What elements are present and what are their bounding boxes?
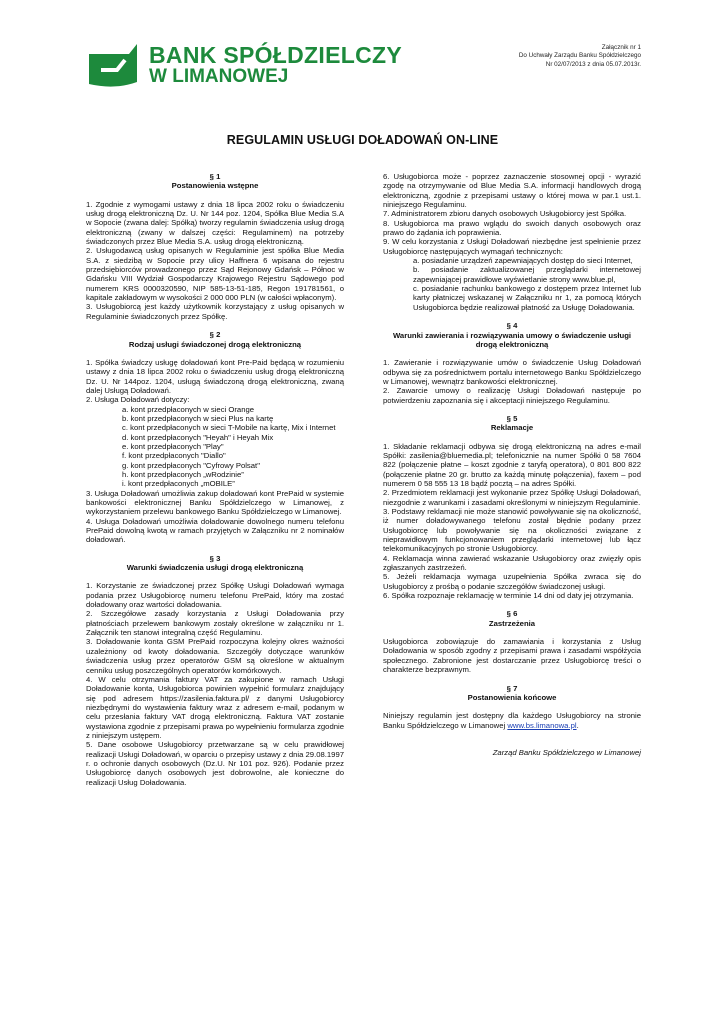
signature: Zarząd Banku Spółdzielczego w Limanowej	[492, 747, 641, 757]
paragraph: 3. Usługobiorcą jest każdy użytkownik korzystający z usług opisanych w Regulaminie świadczonych przez Spółkę.	[86, 302, 344, 321]
section-number: § 2	[209, 330, 221, 340]
section-title: Warunki świadczenia usługi drogą elektroniczną	[126, 563, 304, 573]
list-item: h. kont przedpłaconych „wRodzinie”	[122, 469, 244, 479]
list-item: i. kont przedpłaconych „mOBILE”	[122, 479, 235, 489]
paragraph: 2. Usługa Doładowań dotyczy:	[86, 395, 190, 405]
ref-line: Do Uchwały Zarządu Banku Spółdzielczego	[518, 52, 641, 60]
paragraph: 1. Zgodnie z wymogami ustawy z dnia 18 lipca 2002 roku o świadczeniu usług drogą elektroniczną Dz. U. Nr 144 poz. 1204, Spółka Blue Media S.A w Sopocie (zwana dalej: Spółką) tworzy regulamin świadczenia usług drogą elektroniczną (zwany w dalszej części: Regulaminem) na potrzeby świadczonych przez Blue Media S.A. usług drogą elektroniczną.	[86, 199, 344, 247]
paragraph: 1. Zawieranie i rozwiązywanie umów o świadczenie Usług Doładowań odbywa się za pośrednictwem portalu internetowego Banku Spółdzielczego w Limanowej, wewnątrz bankowości elektronicznej.	[383, 358, 641, 386]
paragraph: 6. Spółka rozpoznaje reklamację w terminie 14 dni od daty jej otrzymania.	[383, 591, 634, 601]
requirement-item: a. posiadanie urządzeń zapewniających dostęp do sieci Internet,	[413, 256, 633, 266]
section-number: § 6	[506, 609, 518, 619]
bank-logo-mark-icon	[85, 40, 141, 90]
document-title: REGULAMIN USŁUGI DOŁADOWAŃ ON-LINE	[226, 133, 499, 147]
list-item: d. kont przedpłaconych "Heyah" i Heyah Mix	[122, 432, 274, 442]
service-list	[86, 405, 344, 489]
section-title: Zastrzeżenia	[488, 618, 536, 628]
paragraph: 9. W celu korzystania z Usługi Doładowań niezbędne jest spełnienie przez Usługobiorcę następujących wymagań technicznych:	[383, 237, 641, 256]
paragraph: 3. Doładowanie konta GSM PrePaid rozpoczyna kolejny okres ważności uzależniony od kwoty doładowania. Szczegóły dotyczące warunków świadczenia usług przez operatorów GSM są określone w aktualnym cenniku usług poszczególnych operatorów komórkowych.	[86, 637, 344, 675]
list-item: g. kont przedpłaconych "Cyfrowy Polsat"	[122, 460, 260, 470]
section-title: Postanowienia końcowe	[467, 692, 557, 702]
paragraph: 4. Reklamacja winna zawierać wskazanie Usługobiorcy oraz zwięzły opis zgłaszanych zastrzeżeń.	[383, 553, 641, 573]
section-number: § 5	[506, 413, 518, 423]
final-text: Niniejszy regulamin jest dostępny dla każdego Usługobiorcy na stronie Banku Spółdzielczego w Limanowej	[383, 711, 641, 730]
list-item: a. kont przedpłaconych w sieci Orange	[122, 404, 255, 414]
paragraph: 1. Korzystanie ze świadczonej przez Spółkę Usługi Doładowań wymaga podania przez Usługobiorcę numeru telefonu PrePaid, który ma zostać doładowany oraz wartości doładowania.	[86, 581, 344, 610]
ref-line: Załącznik nr 1	[601, 44, 641, 51]
paragraph: 8. Usługobiorca ma prawo wglądu do swoich danych osobowych oraz prawo do żądania ich poprawienia.	[383, 218, 641, 238]
paragraph: 7. Administratorem zbioru danych osobowych Usługobiorcy jest Spółka.	[383, 209, 627, 219]
paragraph: 3. Podstawy reklamacji nie może stanowić powoływanie się na okoliczność, iż numer doładowywanego telefonu został błędnie podany przez Usługobiorcę lub powoływanie się na okoliczności związane z nieprawidłowym funkcjonowaniem przeglądarki internetowej lub łącz telekomunikacyjnych po stronie Usługobiorcy.	[383, 507, 641, 554]
bank-logo	[85, 40, 402, 90]
paragraph: 2. Przedmiotem reklamacji jest wykonanie przez Spółkę Usługi Doładowań, niezgodnie z warunkami i zasadami określonymi w niniejszym Regulaminie.	[383, 488, 641, 507]
paragraph: 6. Usługobiorca może - poprzez zaznaczenie stosownej opcji - wyrazić zgodę na otrzymywanie od Blue Media S.A. informacji handlowych drogą elektroniczną, zgodnie z przepisami ustawy o której mowa w par.1 ust.1. niniejszego Regulaminu.	[383, 172, 641, 210]
section-number: § 7	[506, 683, 518, 693]
bank-name-line2: W LIMANOWEJ	[149, 66, 289, 87]
paragraph: 2. Szczegółowe zasady korzystania z Usługi Doładowania przy płatnościach przelewem bankowym zostały określone w załączniku nr 1. Załącznik ten stanowi integralną część Regulaminu.	[86, 609, 344, 638]
section-number: § 1	[209, 172, 221, 181]
paragraph: 2. Usługodawcą usług opisanych w Regulaminie jest spółka Blue Media S.A. z siedzibą w Sopocie przy ulicy Haffnera 6 wpisana do rejestru przedsiębiorców prowadzonego przez Sąd Rejonowy Gdańsk – Północ w Gdańsku VIII Wydział Gospodarczy Krajowego Rejestru Sądowego pod numerem KRS 0000320590, NIP 585-13-51-185, Regon 191781561, o kapitale zakładowym w wysokości 2 000 000 PLN (w całości wpłaconym).	[86, 246, 344, 303]
bank-name-line1: BANK SPÓŁDZIELCZY	[149, 42, 402, 68]
requirement-item: b. posiadanie zaktualizowanej przeglądarki internetowej zapewniającej prawidłowe wyświetlanie strony www.blue.pl,	[413, 265, 641, 284]
left-column	[86, 172, 344, 787]
right-column	[383, 172, 641, 757]
list-item: e. kont przedpłaconych "Play"	[122, 441, 224, 451]
paragraph: 5. Jeżeli reklamacja wymaga uzupełnienia Spółka zwraca się do Usługobiorcy z prośbą o podanie szczegółów świadczonej usługi.	[383, 572, 641, 591]
paragraph: 2. Zawarcie umowy o realizację Usługi Doładowań następuje po potwierdzeniu zapoznania się i akceptacji niniejszego Regulaminu.	[383, 386, 641, 405]
paragraph: 5. Dane osobowe Usługobiorcy przetwarzane są w celu prawidłowej realizacji Usługi Doładowań, w oparciu o przepisy ustawy z dnia 29.08.1997 r. o ochronie danych osobowych (Dz.U. Nr 101 poz. 926). Podanie przez Usługobiorcę danych osobowych jest dobrowolne, ale konieczne do realizacji Usług Doładowania.	[86, 740, 344, 787]
list-item: f. kont przedpłaconych "Diallo"	[122, 451, 226, 461]
paragraph: 3. Usługa Doładowań umożliwia zakup doładowań kont PrePaid w systemie bankowości elektronicznej Banku Spółdzielczego w Limanowej, z wykorzystaniem przelewu bankowego Banku Spółdzielczego w Limanowej.	[86, 488, 344, 517]
ref-line: Nr 02/07/2013 z dnia 05.07.2013r.	[545, 60, 641, 68]
list-item: c. kont przedpłaconych w sieci T-Mobile na kartę, Mix i Internet	[122, 423, 336, 433]
paragraph: 1. Spółka świadczy usługę doładowań kont Pre-Paid będącą w rozumieniu ustawy z dnia 18 lipca 2002 roku o świadczeniu usług drogą elektroniczną Dz. U. Nr 144poz. 1204, usługą świadczoną drogą elektroniczną, zwaną dalej Usługą Doładowań.	[86, 357, 344, 395]
paragraph: Usługobiorca zobowiązuje do zamawiania i korzystania z Usług Doładowania w sposób zgodny z przepisami prawa i zasadami współżycia społecznego. Zabronione jest dostarczanie przez Usługobiorcę treści o charakterze bezprawnym.	[383, 637, 641, 675]
bank-website-link[interactable]: www.bs.limanowa.pl	[507, 720, 577, 730]
section-title: Rodzaj usługi świadczonej drogą elektroniczną	[128, 339, 302, 349]
section-title: Warunki zawierania i rozwiązywania umowy o świadczenie usługi drogą elektroniczną	[392, 330, 632, 349]
section-title: Postanowienia wstępne	[171, 181, 259, 191]
requirement-item: c. posiadanie rachunku bankowego z dostępem przez Internet lub karty płatniczej wskazanej w Załączniku nr 1, za pomocą których Usługobiorca będzie realizował płatność za Usługę Doładowania.	[413, 284, 641, 312]
paragraph: 4. Usługa Doładowań umożliwia doładowanie dowolnego numeru telefonu PrePaid dowolną kwotą w ramach przyjętych w Załączniku nr 2 nominałów doładowań.	[86, 516, 344, 545]
paragraph: 4. W celu otrzymania faktury VAT za zakupione w ramach Usługi Doładowanie konta, Usługobiorca powinien wypełnić formularz znajdujący się pod adresem https://zasilenia.faktura.pl/ z danymi Usługobiorcy niezbędnymi do wystawienia faktury wraz z adresem e-mail, podanym w celu przesłania faktury VAT drogą elektroniczną. Faktura VAT zostanie wystawiona zgodnie z przepisami prawa po wypełnieniu formularza zgodnie z niniejszym ustępem.	[86, 674, 344, 740]
list-item: b. kont przedpłaconych w sieci Plus na kartę	[122, 413, 274, 423]
section-number: § 3	[209, 553, 221, 563]
resolution-reference	[519, 44, 641, 69]
paragraph	[383, 711, 641, 730]
section-number: § 4	[506, 321, 518, 331]
paragraph: 1. Składanie reklamacji odbywa się drogą elektroniczną na adres e-mail Spółki: zasilenia@bluemedia.pl; telefonicznie na numer Spółki 0 58 7604 822 (połączenie płatne – koszt zgodnie z taryfą operatora), 0 801 800 822 (połączenie płatne 20 gr. brutto za każdą minutę połączenia), faxem – pod numerem 0 58 555 13 18 bądź pocztą – na adres Spółki.	[383, 441, 641, 488]
final-text-end: .	[576, 720, 579, 730]
section-title: Reklamacje	[490, 423, 534, 433]
